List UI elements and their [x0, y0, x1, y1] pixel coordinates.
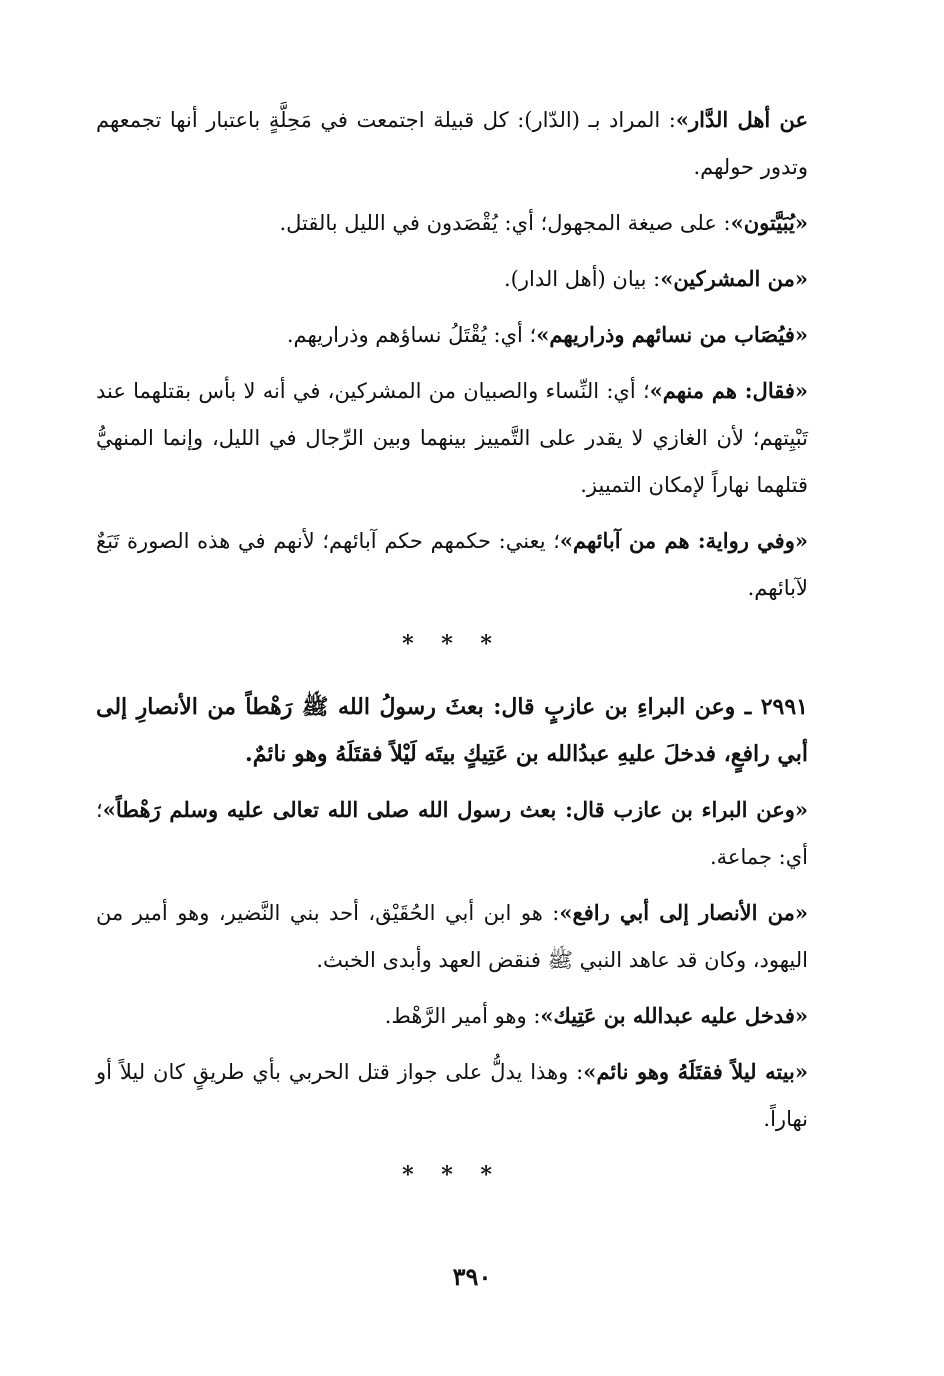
- section-separator: * * *: [402, 1162, 502, 1188]
- commentary-text: : هو ابن أبي الحُقَيْق، أحد بني النَّضير، وهو أمير من اليهود، وكان قد عاهد النبي ﷺ فنقض العهد وأبدى الخبث.: [96, 901, 808, 972]
- commentary-term: «فدخل عليه عبدالله بن عَتِيك»: [540, 1003, 808, 1028]
- commentary-term: «فقال: هم منهم»: [649, 378, 809, 403]
- commentary-paragraph: [96, 889, 808, 984]
- commentary-text: : المراد بـ (الدّار): كل قبيلة اجتمعت في مَحِلَّةٍ باعتبار أنها تجمعهم وتدور حولهم.: [96, 108, 808, 179]
- commentary-paragraph: [96, 255, 808, 303]
- page-body: [96, 96, 808, 1215]
- hadith-text: ٢٩٩١ ـ وعن البراءِ بن عازبٍ قال: بعثَ رسولُ الله ﷺ رَهْطاً من الأنصارِ إلى أبي رافعٍ، فدخلَ عليهِ عبدُالله بن عَتِيكٍ بيتَه لَيْلاً فقتَلَهُ وهو نائمٌ.: [96, 694, 808, 767]
- commentary-paragraph: [96, 96, 808, 191]
- commentary-text: : وهو أمير الرَّهْط.: [384, 1004, 541, 1028]
- commentary-term: «من المشركين»: [660, 266, 808, 291]
- commentary-paragraph: [96, 1048, 808, 1143]
- commentary-text: ؛ أي: جماعة.: [96, 798, 808, 869]
- commentary-term: «وعن البراء بن عازب قال: بعث رسول الله صلى الله تعالى عليه وسلم رَهْطاً»: [102, 797, 808, 822]
- commentary-text: ؛ أي: النِّساء والصبيان من المشركين، في أنه لا بأس بقتلهما عند تَبْيِتهم؛ لأن الغازي لا يقدر على التَّمييز بينهما وبين الرِّجال في الليل، وإنما المنهيُّ قتلهما نهاراً لإمكان التمييز.: [96, 379, 808, 497]
- commentary-paragraph: [96, 517, 808, 612]
- commentary-text: ؛ أي: يُقْتَلُ نساؤهم وذراريهم.: [286, 323, 537, 347]
- commentary-paragraph: [96, 311, 808, 359]
- section-separator: * * *: [402, 631, 502, 657]
- commentary-term: عن أهل الدَّار»: [675, 107, 809, 132]
- commentary-term: «من الأنصار إلى أبي رافع»: [559, 900, 809, 925]
- commentary-term: «فيُصَاب من نسائهم وذراريهم»: [536, 322, 808, 347]
- commentary-text: : على صيغة المجهول؛ أي: يُقْصَدون في الليل بالقتل.: [279, 211, 731, 235]
- commentary-text: ؛ يعني: حكمهم حكم آبائهم؛ لأنهم في هذه الصورة تَبَعٌ لآبائهم.: [96, 529, 808, 600]
- commentary-text: : بيان (أهل الدار).: [503, 267, 661, 291]
- commentary-term: «وفي رواية: هم من آبائهم»: [559, 528, 808, 553]
- commentary-paragraph: [96, 367, 808, 509]
- commentary-term: «يُبَيَّتون»: [730, 210, 808, 235]
- commentary-term: «بيته ليلاً فقتَلَهُ وهو نائم»: [583, 1059, 808, 1084]
- commentary-paragraph: [96, 786, 808, 881]
- commentary-text: : وهذا يدلُّ على جواز قتل الحربي بأي طريقٍ كان ليلاً أو نهاراً.: [96, 1060, 808, 1131]
- commentary-paragraph: [96, 992, 808, 1040]
- commentary-paragraph: [96, 199, 808, 247]
- page-number: ٣٩٠: [452, 1262, 492, 1291]
